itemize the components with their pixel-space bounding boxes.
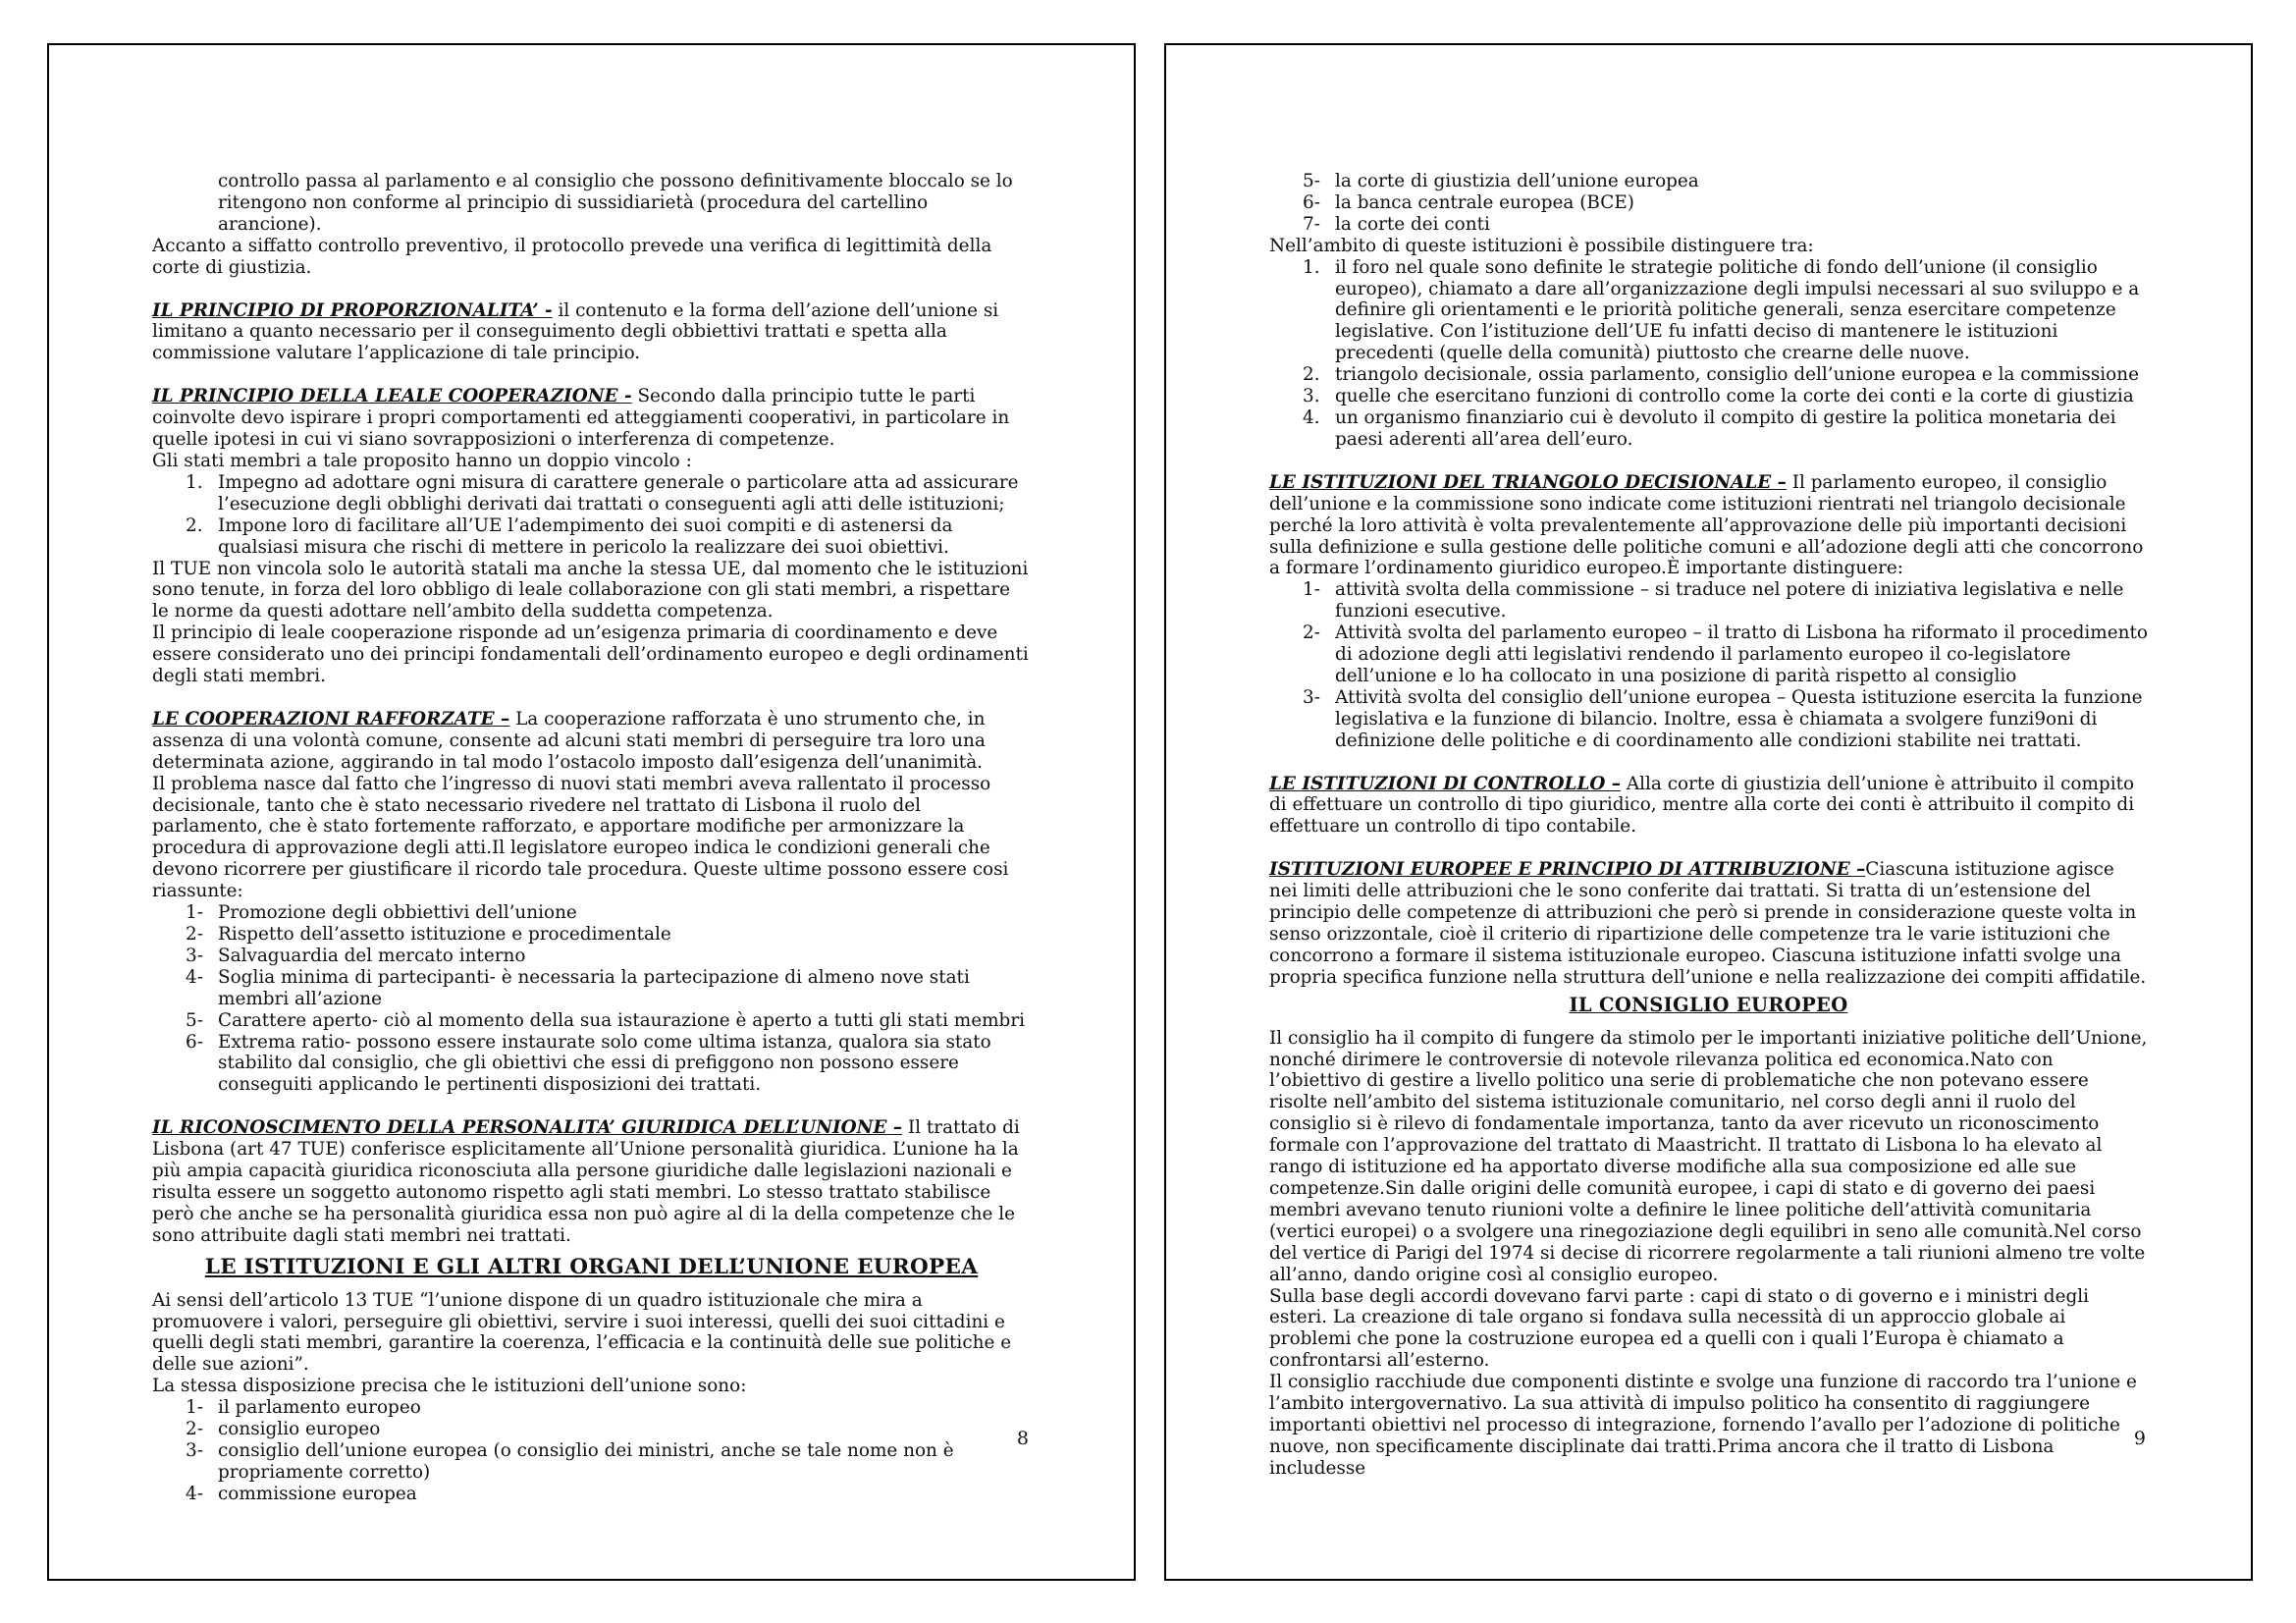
- list-item: 3. quelle che esercitano funzioni di controllo come la corte dei conti e la corte di giustizia: [1303, 386, 2134, 407]
- section-title-consiglio: IL CONSIGLIO EUROPEO: [1569, 993, 1848, 1016]
- rafforzate-list: [152, 902, 1031, 1096]
- list-item: 1- Promozione degli obbiettivi dell’unione: [186, 902, 577, 924]
- controllo-paragraph: [1269, 774, 2148, 839]
- list-item: 6- Extrema ratio- possono essere instaurate solo come ultima istanza, qualora sia stato stabilito dal consiglio, che gli obiettivi che essi di prefiggono non possono essere conseguiti applicando le pertinenti disposizioni dei trattati.: [186, 1031, 991, 1096]
- leale-after-2: Il principio di leale cooperazione risponde ad un’esigenza primaria di coordinamento e deve essere considerato uno dei principi fondamentali dell’ordinamento europeo e degli ordinamenti degli stati membri.: [152, 622, 1029, 687]
- consiglio-paragraph-3: Il consiglio racchiude due componenti distinte e svolge una funzione di raccordo tra l’unione e l’ambito intergovernativo. La sua attività di impulso politico ha consentito di raggiungere importanti obiettivi nel processo di integrazione, fornendo l’avallo per l’adozione di politiche nuove, non specificamente disciplinate dai tratti.Prima ancora che il tratto di Lisbona includesse: [1269, 1372, 2137, 1479]
- consiglio-paragraph-2: Sulla base degli accordi dovevano farvi parte : capi di stato o di governo e i ministri degli esteri. La creazione di tale organo si fondava sulla necessità di un approccio globale ai problemi che pone la costruzione europea ed a quelli con i quali l’Europa è chiamato a confrontarsi all’esterno.: [1269, 1285, 2089, 1372]
- list-item: 4- commissione europea: [186, 1483, 417, 1504]
- attribuzione-paragraph: [1269, 859, 2148, 988]
- list-item: 1- attività svolta della commissione – si traduce nel potere di iniziativa legislativa e nelle funzioni esecutive.: [1303, 579, 2124, 622]
- list-item: 4. un organismo finanziario cui è devoluto il compito di gestire la politica monetaria dei paesi aderenti all’area dell’euro.: [1303, 406, 2116, 450]
- list-item: 2. Impone loro di facilitare all’UE l’adempimento dei suoi compiti e di astenersi da qualsiasi misura che rischi di mettere in pericolo la realizzare dei suoi obiettivi.: [186, 514, 953, 558]
- rafforzate-heading: LE COOPERAZIONI RAFFORZATE –: [152, 708, 510, 730]
- controllo-text: Alla corte di giustizia dell’unione è attribuito il compito di effettuare un controllo di tipo giuridico, mentre alla corte dei conti è attribuito il compito di effettuare un controllo di tipo contabile.: [1269, 773, 2135, 838]
- list-item: 2- Rispetto dell’assetto istituzione e procedimentale: [186, 924, 671, 945]
- istituzioni-paragraph: Ai sensi dell’articolo 13 TUE “l’unione dispone di un quadro istituzionale che mira a promuovere i valori, perseguire gli obiettivi, servire i suoi interessi, quelli dei suoi cittadini e quelli degli stati membri, garantire la coerenza, l’efficacia e la continuità delle sue politiche e delle sue azioni”.: [152, 1289, 1012, 1376]
- attribuzione-text: Ciascuna istituzione agisce nei limiti delle attribuzioni che le sono conferite dai trattati. Si tratta di un’estensione del principio delle competenze di attribuzioni che però si prende in considerazione queste volta in senso orizzontale, cioè il criterio di ripartizione delle competenze tra le varie istituzioni che concorrono a formare il sistema istituzionale europeo. Ciascuna istituzione infatti svolge una propria specifica funzione nella struttura dell’unione e nella realizzazione dei compiti affidatile.: [1269, 859, 2147, 988]
- page-right-content: [1269, 171, 2148, 1480]
- leale-line2: Gli stati membri a tale proposito hanno un doppio vincolo :: [152, 450, 692, 471]
- triangolo-paragraph: [1269, 472, 2148, 580]
- leale-after-1: Il TUE non vincola solo le autorità statali ma anche la stessa UE, dal momento che le istituzioni sono tenute, in forza del loro obbligo di leale collaborazione con gli stati membri, a rispettare le norme da questi adottare nell’ambito della suddetta competenza.: [152, 558, 1029, 622]
- list-item: 3- Attività svolta del consiglio dell’unione europea – Questa istituzione esercita la funzione legislativa e la funzione di bilancio. Inoltre, essa è chiamata a svolgere funzi9oni di definizione delle politiche e di coordinamento alle condizioni stabilite nei trattati.: [1303, 686, 2143, 751]
- leale-list: [152, 472, 1031, 559]
- istituzioni-list: [152, 1397, 1031, 1505]
- page-left-content: [152, 171, 1031, 1505]
- rafforzate-para2: Il problema nasce dal fatto che l’ingresso di nuovi stati membri aveva rallentato il processo decisionale, tanto che è stato necessario rivedere nel trattato di Lisbona il ruolo del parlamento, che è stato fortemente rafforzato, e apportare modifiche per armonizzare la procedura di approvazione degli atti.Il legislatore europeo indica le condizioni generali che devono ricorrere per giustificare il ricordo tale procedura. Queste ultime possono essere cosi riassunte:: [152, 773, 1009, 902]
- ambito-line: Nell’ambito di queste istituzioni è possibile distinguere tra:: [1269, 235, 1814, 256]
- section-title-istituzioni: LE ISTITUZIONI E GLI ALTRI ORGANI DELL’UNIONE EUROPEA: [204, 1254, 979, 1279]
- consiglio-paragraph-1: Il consiglio ha il compito di fungere da stimolo per le importanti iniziative politiche dell’Unione, nonché dirimere le controversie di notevole rilevanza politica ed economica.Nato con l’obiettivo di gestire a livello politico una serie di problematiche che non potevano essere risolte nell’ambito del sistema istituzionale comunitario, nel corso degli anni il ruolo del consiglio si è rilevo di fondamentale importanza, tanto da aver ricevuto un riconoscimento formale con l’approvazione del trattato di Maastricht. Il trattato di Lisbona lo ha elevato al rango di istituzione ed ha apportato diverse modifiche alla sua composizione ed alle sue competenze.Sin dalle origini delle comunità europee, i capi di stato e di governo dei paesi membri avevano tenuto riunioni volte a definire le linee politiche dell’attività comunitaria (vertici europei) o a svolgere una rinegoziazione degli equilibri in seno alle comunità.Nel corso del vertice di Parigi del 1974 si decise di ricorrere regolarmente a tali riunioni almeno tre volte all’anno, dando origine così al consiglio europeo.: [1269, 1027, 2148, 1285]
- personalita-heading: IL RICONOSCIMENTO DELLA PERSONALITA’ GIURIDICA DELL’UNIONE –: [152, 1117, 903, 1139]
- page-right: [1164, 43, 2253, 1581]
- page-left: [47, 43, 1136, 1581]
- intro-paragraph: Accanto a siffatto controllo preventivo, il protocollo prevede una verifica di legittimità della corte di giustizia.: [152, 235, 992, 278]
- istituzioni-list-cont: [1269, 171, 2148, 236]
- list-item: 2. triangolo decisionale, ossia parlamento, consiglio dell’unione europea e la commissione: [1303, 364, 2139, 386]
- list-item: 1. Impegno ad adottare ogni misura di carattere generale o particolare atta ad assicurare l’esecuzione degli obblighi derivati dai trattati o conseguenti agli atti delle istituzioni;: [186, 471, 1019, 514]
- attribuzione-heading: ISTITUZIONI EUROPEE E PRINCIPIO DI ATTRIBUZIONE –: [1269, 859, 1866, 881]
- leale-paragraph: [152, 386, 1031, 451]
- list-item: 1- il parlamento europeo: [186, 1397, 421, 1419]
- list-item: 3- Salvaguardia del mercato interno: [186, 945, 526, 966]
- personalita-paragraph: [152, 1117, 1031, 1246]
- rafforzate-text: La cooperazione rafforzata è uno strumento che, in assenza di una volontà comune, consente ad alcuni stati membri di perseguire tra loro una determinata azione, aggirando in tal modo l’ostacolo imposto dall’esigenza dell’unanimità.: [152, 708, 986, 773]
- page-number: 8: [1016, 1428, 1029, 1449]
- triangolo-list: [1269, 579, 2148, 751]
- istituzioni-line2: La stessa disposizione precisa che le istituzioni dell’unione sono:: [152, 1376, 747, 1397]
- triangolo-text: Il parlamento europeo, il consiglio dell’unione e la commissione sono indicate come istituzioni rientrati nel triangolo decisionale perché la loro attività è volta prevalentemente all’approvazione delle più importanti decisioni sulla definizione e sulla gestione delle politiche comuni e all’adozione degli atti che concorrono a formare l’ordinamento giuridico europeo.È importante distinguere:: [1269, 471, 2144, 579]
- proporzionalita-text: il contenuto e la forma dell’azione dell’unione si limitano a quanto necessario per il conseguimento degli obbiettivi trattati e spetta alla commissione valutare l’applicazione di tale principio.: [152, 299, 999, 364]
- list-item: 5- la corte di giustizia dell’unione europea: [1303, 171, 1699, 191]
- leale-heading: IL PRINCIPIO DELLA LEALE COOPERAZIONE -: [152, 386, 632, 407]
- triangolo-heading: LE ISTITUZIONI DEL TRIANGOLO DECISIONALE –: [1269, 471, 1787, 493]
- personalita-text: Il trattato di Lisbona (art 47 TUE) conferisce esplicitamente all’Unione personalità giuridica. L’unione ha la più ampia capacità giuridica riconosciuta alla persone giuridiche dalle legislazioni nazionali e risulta essere un soggetto autonomo rispetto agli stati membri. Lo stesso trattato stabilisce però che anche se ha personalità giuridica essa non può agire al di la della competenze che le sono attribuite dagli stati membri nei trattati.: [152, 1117, 1020, 1246]
- list-item: 7- la corte dei conti: [1303, 213, 1490, 235]
- intro-continuation: controllo passa al parlamento e al consiglio che possono definitivamente bloccalo se lo ritengono non conforme al principio di sussidiarietà (procedura del cartellino arancione).: [218, 171, 1013, 235]
- controllo-heading: LE ISTITUZIONI DI CONTROLLO –: [1269, 773, 1621, 794]
- list-item: 4- Soglia minima di partecipanti- è necessaria la partecipazione di almeno nove stati membri all’azione: [186, 966, 970, 1009]
- ambito-list: [1269, 257, 2148, 451]
- list-item: 6- la banca centrale europea (BCE): [1303, 191, 1634, 213]
- proporzionalita-paragraph: [152, 300, 1031, 365]
- rafforzate-paragraph: [152, 709, 1031, 774]
- list-item: 5- Carattere aperto- ciò al momento della sua istaurazione è aperto a tutti gli stati membri: [186, 1009, 1026, 1031]
- list-item: 1. il foro nel quale sono definite le strategie politiche di fondo dell’unione (il consiglio europeo), chiamato a dare all’organizzazione degli impulsi necessari al suo sviluppo e a definire gli orientamenti e le priorità politiche generali, senza esercitare competenze legislative. Con l’istituzione dell’UE fu infatti deciso di mantenere le istituzioni precedenti (quelle della comunità) piuttosto che crearne delle nuove.: [1303, 256, 2140, 364]
- list-item: 3- consiglio dell’unione europea (o consiglio dei ministri, anche se tale nome non è propriamente corretto): [186, 1439, 954, 1483]
- list-item: 2- consiglio europeo: [186, 1419, 381, 1440]
- page-number: 9: [2133, 1428, 2146, 1449]
- list-item: 2- Attività svolta del parlamento europeo – il tratto di Lisbona ha riformato il procedimento di adozione degli atti legislativi rendendo il parlamento europeo il co-legislatore dell’unione e lo ha collocato in una posizione di parità rispetto al consiglio: [1303, 622, 2148, 686]
- leale-text: Secondo dalla principio tutte le parti coinvolte devo ispirare i propri comportamenti ed atteggiamenti cooperativi, in particolare in quelle ipotesi in cui vi siano sovrapposizioni o interferenza di competenze.: [152, 386, 1010, 451]
- proporzionalita-heading: IL PRINCIPIO DI PROPORZIONALITA’ -: [152, 299, 553, 321]
